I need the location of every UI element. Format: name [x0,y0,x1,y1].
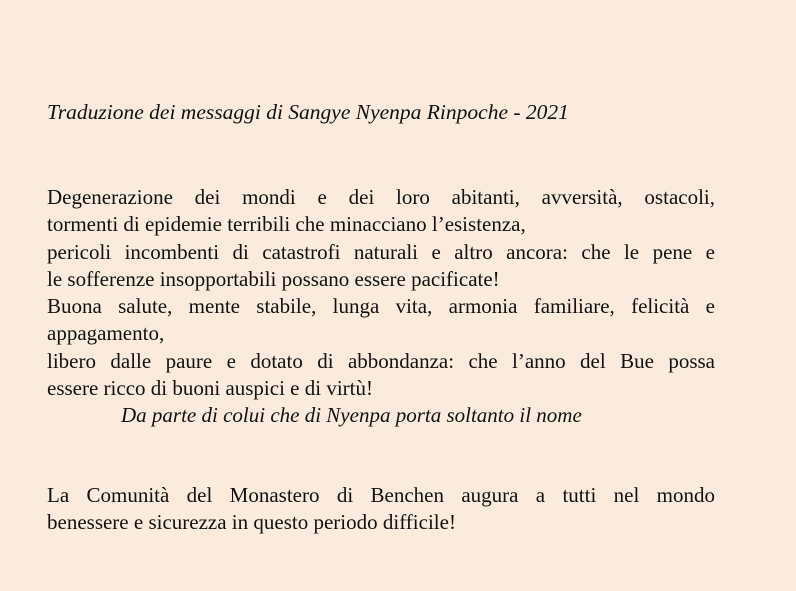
signature-line: Da parte di colui che di Nyenpa porta soltanto il nome [121,403,582,428]
message-line: essere ricco di buoni auspici e di virtù! [47,376,373,401]
community-line: benessere e sicurezza in questo periodo difficile! [47,510,456,535]
community-paragraph [47,482,715,537]
message-line: Degenerazione dei mondi e dei loro abitanti, avversità, ostacoli, [47,185,715,209]
message-line: appagamento, [47,321,165,346]
message-line: pericoli incombenti di catastrofi naturali e altro ancora: che le pene e [47,239,715,264]
message-line: Buona salute, mente stabile, lunga vita, armonia familiare, felicità e [47,294,715,319]
message-line: tormenti di epidemie terribili che minacciano l’esistenza, [47,212,526,237]
community-line: La Comunità del Monastero di Benchen augura a tutti nel mondo [47,483,715,507]
document-title: Traduzione dei messaggi di Sangye Nyenpa Rinpoche - 2021 [47,100,569,124]
message-paragraph [47,184,715,430]
message-line: le sofferenze insopportabili possano essere pacificate! [47,266,500,291]
message-line: libero dalle paure e dotato di abbondanza: che l’anno del Bue possa [47,348,715,373]
